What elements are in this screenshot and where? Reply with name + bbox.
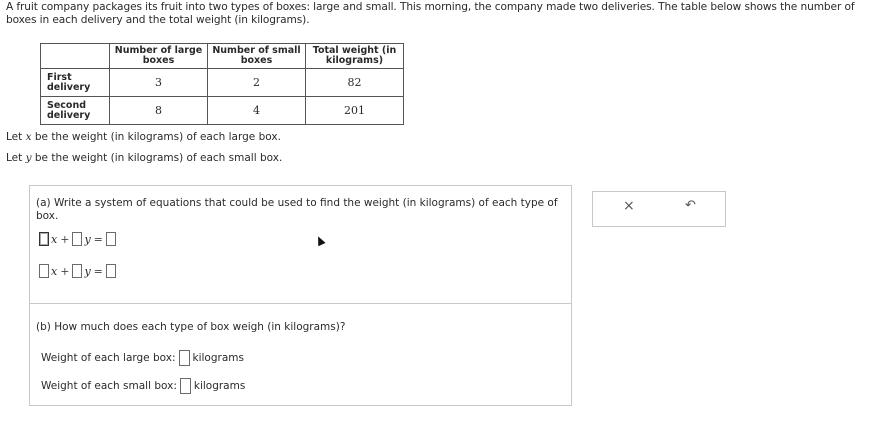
small-box-unit: kilograms — [193, 380, 246, 392]
eq1-plus: + — [60, 232, 70, 246]
header-large-boxes: Number of large boxes — [110, 44, 208, 69]
cell-large: 3 — [110, 69, 208, 97]
row-label-first-delivery: First delivery — [41, 69, 110, 97]
cell-total: 201 — [306, 97, 404, 125]
table-row — [41, 97, 404, 125]
let-y-statement — [6, 152, 282, 164]
table-corner-cell — [41, 44, 110, 69]
cell-total: 82 — [306, 69, 404, 97]
large-box-weight-input[interactable] — [179, 350, 190, 366]
large-box-label: Weight of each large box: — [41, 352, 176, 364]
table-header-row — [41, 44, 404, 69]
delivery-table — [40, 43, 404, 125]
eq1-var-x: x — [51, 232, 58, 246]
cell-small: 2 — [208, 69, 306, 97]
answer-tools — [592, 191, 726, 227]
header-total-weight: Total weight (in kilograms) — [306, 44, 404, 69]
let-x-pre: Let — [6, 131, 26, 143]
cell-large: 8 — [110, 97, 208, 125]
eq2-plus: + — [60, 264, 70, 278]
let-y-var: y — [25, 152, 32, 164]
eq1-coef-x-input[interactable] — [39, 232, 49, 246]
eq2-var-y: y — [84, 264, 91, 278]
eq2-coef-y-input[interactable] — [72, 264, 82, 278]
eq2-coef-x-input[interactable] — [39, 264, 49, 278]
eq2-equals: = — [93, 264, 103, 278]
let-y-pre: Let — [6, 152, 26, 164]
large-box-unit: kilograms — [192, 352, 244, 364]
problem-intro: A fruit company packages its fruit into two types of boxes: large and small. This morning, the company made two deliveries. The table below shows the number of boxes in each delivery and the total weight (in kilograms). — [6, 1, 855, 26]
equation-2 — [39, 264, 116, 278]
header-small-boxes: Number of small boxes — [208, 44, 306, 69]
eq1-equals: = — [93, 232, 103, 246]
let-y-post: be the weight (in kilograms) of each small box. — [31, 152, 283, 164]
question-a: (a) Write a system of equations that could be used to find the weight (in kilograms) of each type of box. — [36, 197, 558, 222]
clear-icon[interactable]: × — [623, 198, 635, 214]
eq1-coef-y-input[interactable] — [72, 232, 82, 246]
let-x-statement — [6, 131, 281, 143]
let-x-post: be the weight (in kilograms) of each large box. — [31, 131, 281, 143]
large-box-answer-row — [41, 350, 244, 366]
eq2-rhs-input[interactable] — [106, 264, 116, 278]
undo-icon[interactable]: ↶ — [685, 198, 696, 213]
eq1-rhs-input[interactable] — [106, 232, 116, 246]
question-b: (b) How much does each type of box weigh (in kilograms)? — [36, 321, 346, 333]
row-label-second-delivery: Second delivery — [41, 97, 110, 125]
equation-1 — [39, 232, 116, 246]
small-box-weight-input[interactable] — [180, 378, 191, 394]
eq2-var-x: x — [51, 264, 58, 278]
eq1-var-y: y — [84, 232, 91, 246]
let-x-var: x — [25, 131, 32, 143]
answer-panel — [29, 185, 572, 406]
small-box-answer-row — [41, 378, 245, 394]
panel-divider — [30, 303, 571, 304]
table-row — [41, 69, 404, 97]
small-box-label: Weight of each small box: — [41, 380, 177, 392]
cell-small: 4 — [208, 97, 306, 125]
